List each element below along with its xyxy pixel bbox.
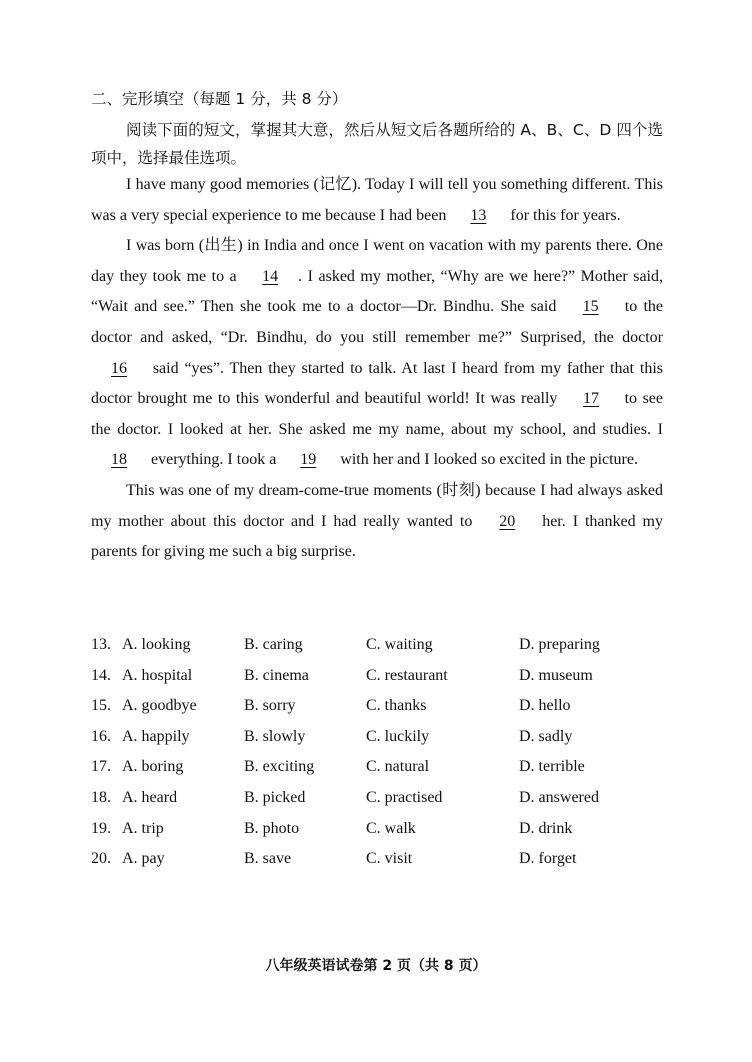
passage-paragraph-1 xyxy=(91,170,663,231)
option-a: A. looking xyxy=(122,636,191,653)
blank-14: 14 xyxy=(262,267,279,285)
question-row xyxy=(91,783,671,814)
cloze-passage xyxy=(91,170,663,568)
option-d: D. answered xyxy=(519,788,599,806)
section-instruction: 阅读下面的短文，掌握其大意，然后从短文后各题所给的 A、B、C、D 四个选项中，选择最佳选项。 xyxy=(91,121,663,167)
option-c: C. thanks xyxy=(366,697,427,715)
question-number: 13. xyxy=(91,636,111,653)
page-footer: 八年级英语试卷第 2 页（共 8 页） xyxy=(265,958,487,974)
option-d: D. hello xyxy=(519,697,571,715)
question-number: 18. xyxy=(91,788,111,806)
passage-text: to see the doctor. I looked at her. She asked me my name, about my school, and studies. I xyxy=(91,390,664,438)
blank-19: 19 xyxy=(300,451,317,469)
passage-text: for this for years. xyxy=(506,206,621,224)
option-d: D. drink xyxy=(519,819,573,837)
option-a: A. boring xyxy=(122,758,184,776)
option-b: B. cinema xyxy=(244,666,309,684)
passage-text: I have many good memories (记忆). Today I will tell you something different. This was a very special experience to me because I had been xyxy=(91,176,663,224)
question-number: 15. xyxy=(91,697,111,715)
question-row xyxy=(91,630,671,661)
question-options xyxy=(91,630,671,875)
passage-text: her. I thanked my parents for giving me such a big surprise. xyxy=(91,512,664,561)
option-a: A. happily xyxy=(122,727,190,745)
passage-text: This was one of my dream-come-true moments (时刻) because I had always asked my mother about this doctor and I had really wanted to xyxy=(91,481,663,530)
option-b: B. slowly xyxy=(244,727,306,745)
option-d: D. preparing xyxy=(519,636,600,653)
passage-text: to the doctor and asked, “Dr. Bindhu, do you still remember me?” Surprised, the doctor xyxy=(91,298,664,346)
question-row xyxy=(91,752,671,783)
passage-text: I was born (出生) in India and once I went on vacation with my parents there. One day they took me to a xyxy=(91,237,663,285)
option-c: C. walk xyxy=(366,819,416,837)
question-number: 17. xyxy=(91,758,111,776)
question-number: 14. xyxy=(91,666,111,684)
option-b: B. picked xyxy=(244,788,306,806)
question-number: 19. xyxy=(91,819,111,837)
option-c: C. natural xyxy=(366,758,430,776)
blank-18: 18 xyxy=(111,451,127,469)
option-d: D. forget xyxy=(519,850,577,868)
blank-17: 17 xyxy=(583,390,599,408)
question-row xyxy=(91,691,671,722)
option-d: D. sadly xyxy=(519,727,573,745)
option-a: A. goodbye xyxy=(122,697,197,715)
question-row xyxy=(91,814,671,845)
option-b: B. photo xyxy=(244,819,300,837)
passage-text: with her and I looked so excited in the picture. xyxy=(336,451,638,469)
option-c: C. visit xyxy=(366,850,413,868)
option-d: D. museum xyxy=(519,666,593,684)
option-a: A. pay xyxy=(122,850,165,868)
passage-paragraph-3 xyxy=(91,476,663,568)
option-a: A. trip xyxy=(122,819,164,837)
blank-13: 13 xyxy=(470,206,487,224)
blank-16: 16 xyxy=(111,359,127,377)
option-b: B. save xyxy=(244,850,292,868)
blank-20: 20 xyxy=(499,512,516,530)
option-c: C. restaurant xyxy=(366,666,448,684)
section-title: 二、完形填空（每题 1 分，共 8 分） xyxy=(91,90,348,108)
question-row xyxy=(91,722,671,753)
passage-text: said “yes”. Then they started to talk. At last I heard from my father that this doctor brought me to this wonderful and beautiful world! It was really xyxy=(91,359,663,408)
question-row xyxy=(91,844,671,875)
option-c: C. practised xyxy=(366,788,443,806)
option-c: C. waiting xyxy=(366,636,433,653)
option-b: B. exciting xyxy=(244,758,315,776)
option-b: B. caring xyxy=(244,636,303,653)
option-a: A. heard xyxy=(122,788,178,806)
option-d: D. terrible xyxy=(519,758,585,776)
option-b: B. sorry xyxy=(244,697,296,715)
option-c: C. luckily xyxy=(366,727,430,745)
blank-15: 15 xyxy=(582,298,599,316)
question-number: 20. xyxy=(91,850,111,868)
passage-text: . I asked my mother, “Why are we here?” Mother said, “Wait and see.” Then she took me to a doctor—Dr. Bindhu. She said xyxy=(91,267,664,316)
passage-text: everything. I took a xyxy=(147,451,281,469)
question-row xyxy=(91,661,671,692)
option-a: A. hospital xyxy=(122,666,193,684)
question-number: 16. xyxy=(91,727,111,745)
passage-paragraph-2 xyxy=(91,231,663,476)
